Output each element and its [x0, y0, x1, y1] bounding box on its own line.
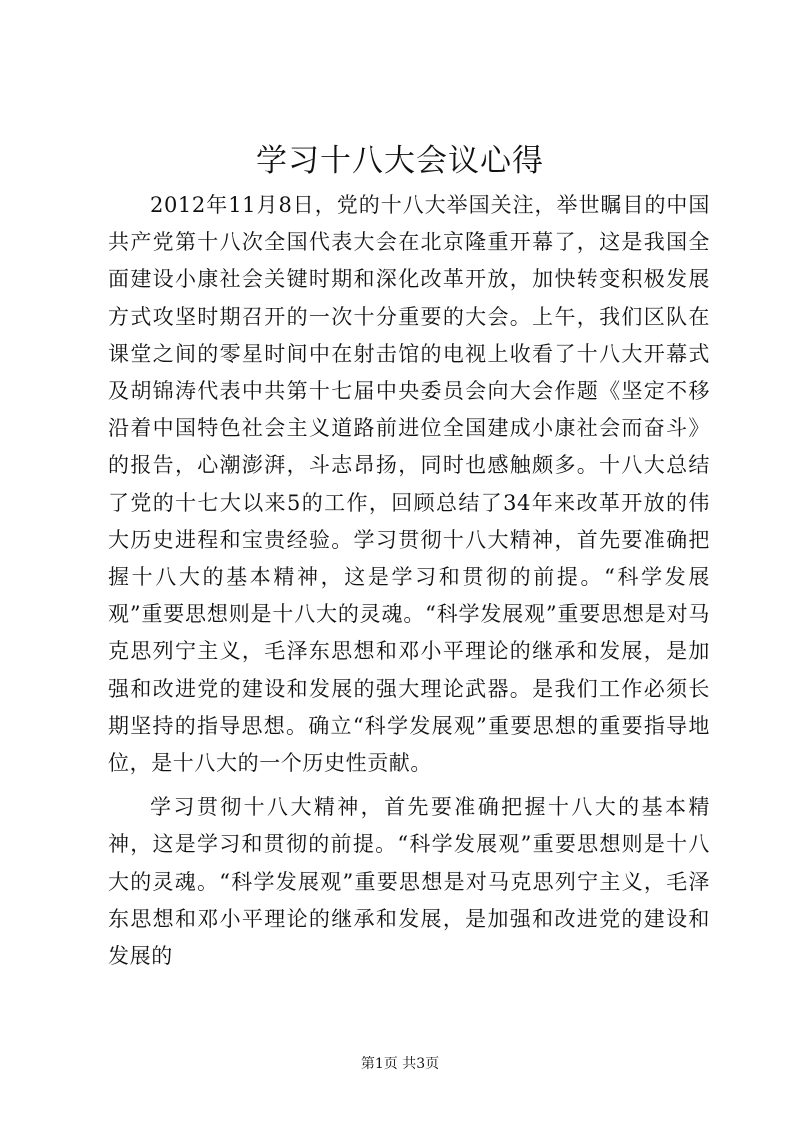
document-title: 学习十八大会议心得	[256, 143, 544, 179]
document-body	[108, 187, 710, 975]
paragraph-2: 学习贯彻十八大精神，首先要准确把握十八大的基本精神，这是学习和贯彻的前提。“科学发展观”重要思想则是十八大的灵魂。“科学发展观”重要思想是对马克思列宁主义，毛泽东思想和邓小平理论的继承和发展，是加强和改进党的建设和发展的	[108, 795, 710, 969]
page-footer: 第1页 共3页	[360, 1056, 440, 1072]
paragraph-1: 2012年11月8日，党的十八大举国关注，举世瞩目的中国共产党第十八次全国代表大会在北京隆重开幕了，这是我国全面建设小康社会关键时期和深化改革开放，加快转变积极发展方式攻坚时期召开的一次十分重要的大会。上午，我们区队在课堂之间的零星时间中在射击馆的电视上收看了十八大开幕式及胡锦涛代表中共第十七届中央委员会向大会作题《坚定不移沿着中国特色社会主义道路前进位全国建成小康社会而奋斗》的报告，心潮澎湃，斗志昂扬，同时也感触颇多。十八大总结了党的十七大以来5的工作，回顾总结了34年来改革开放的伟大历史进程和宝贵经验。学习贯彻十八大精神，首先要准确把握十八大的基本精神，这是学习和贯彻的前提。“科学发展观”重要思想则是十八大的灵魂。“科学发展观”重要思想是对马克思列宁主义，毛泽东思想和邓小平理论的继承和发展，是加强和改进党的建设和发展的强大理论武器。是我们工作必须长期坚持的指导思想。确立“科学发展观”重要思想的重要指导地位，是十八大的一个历史性贡献。	[108, 193, 710, 776]
